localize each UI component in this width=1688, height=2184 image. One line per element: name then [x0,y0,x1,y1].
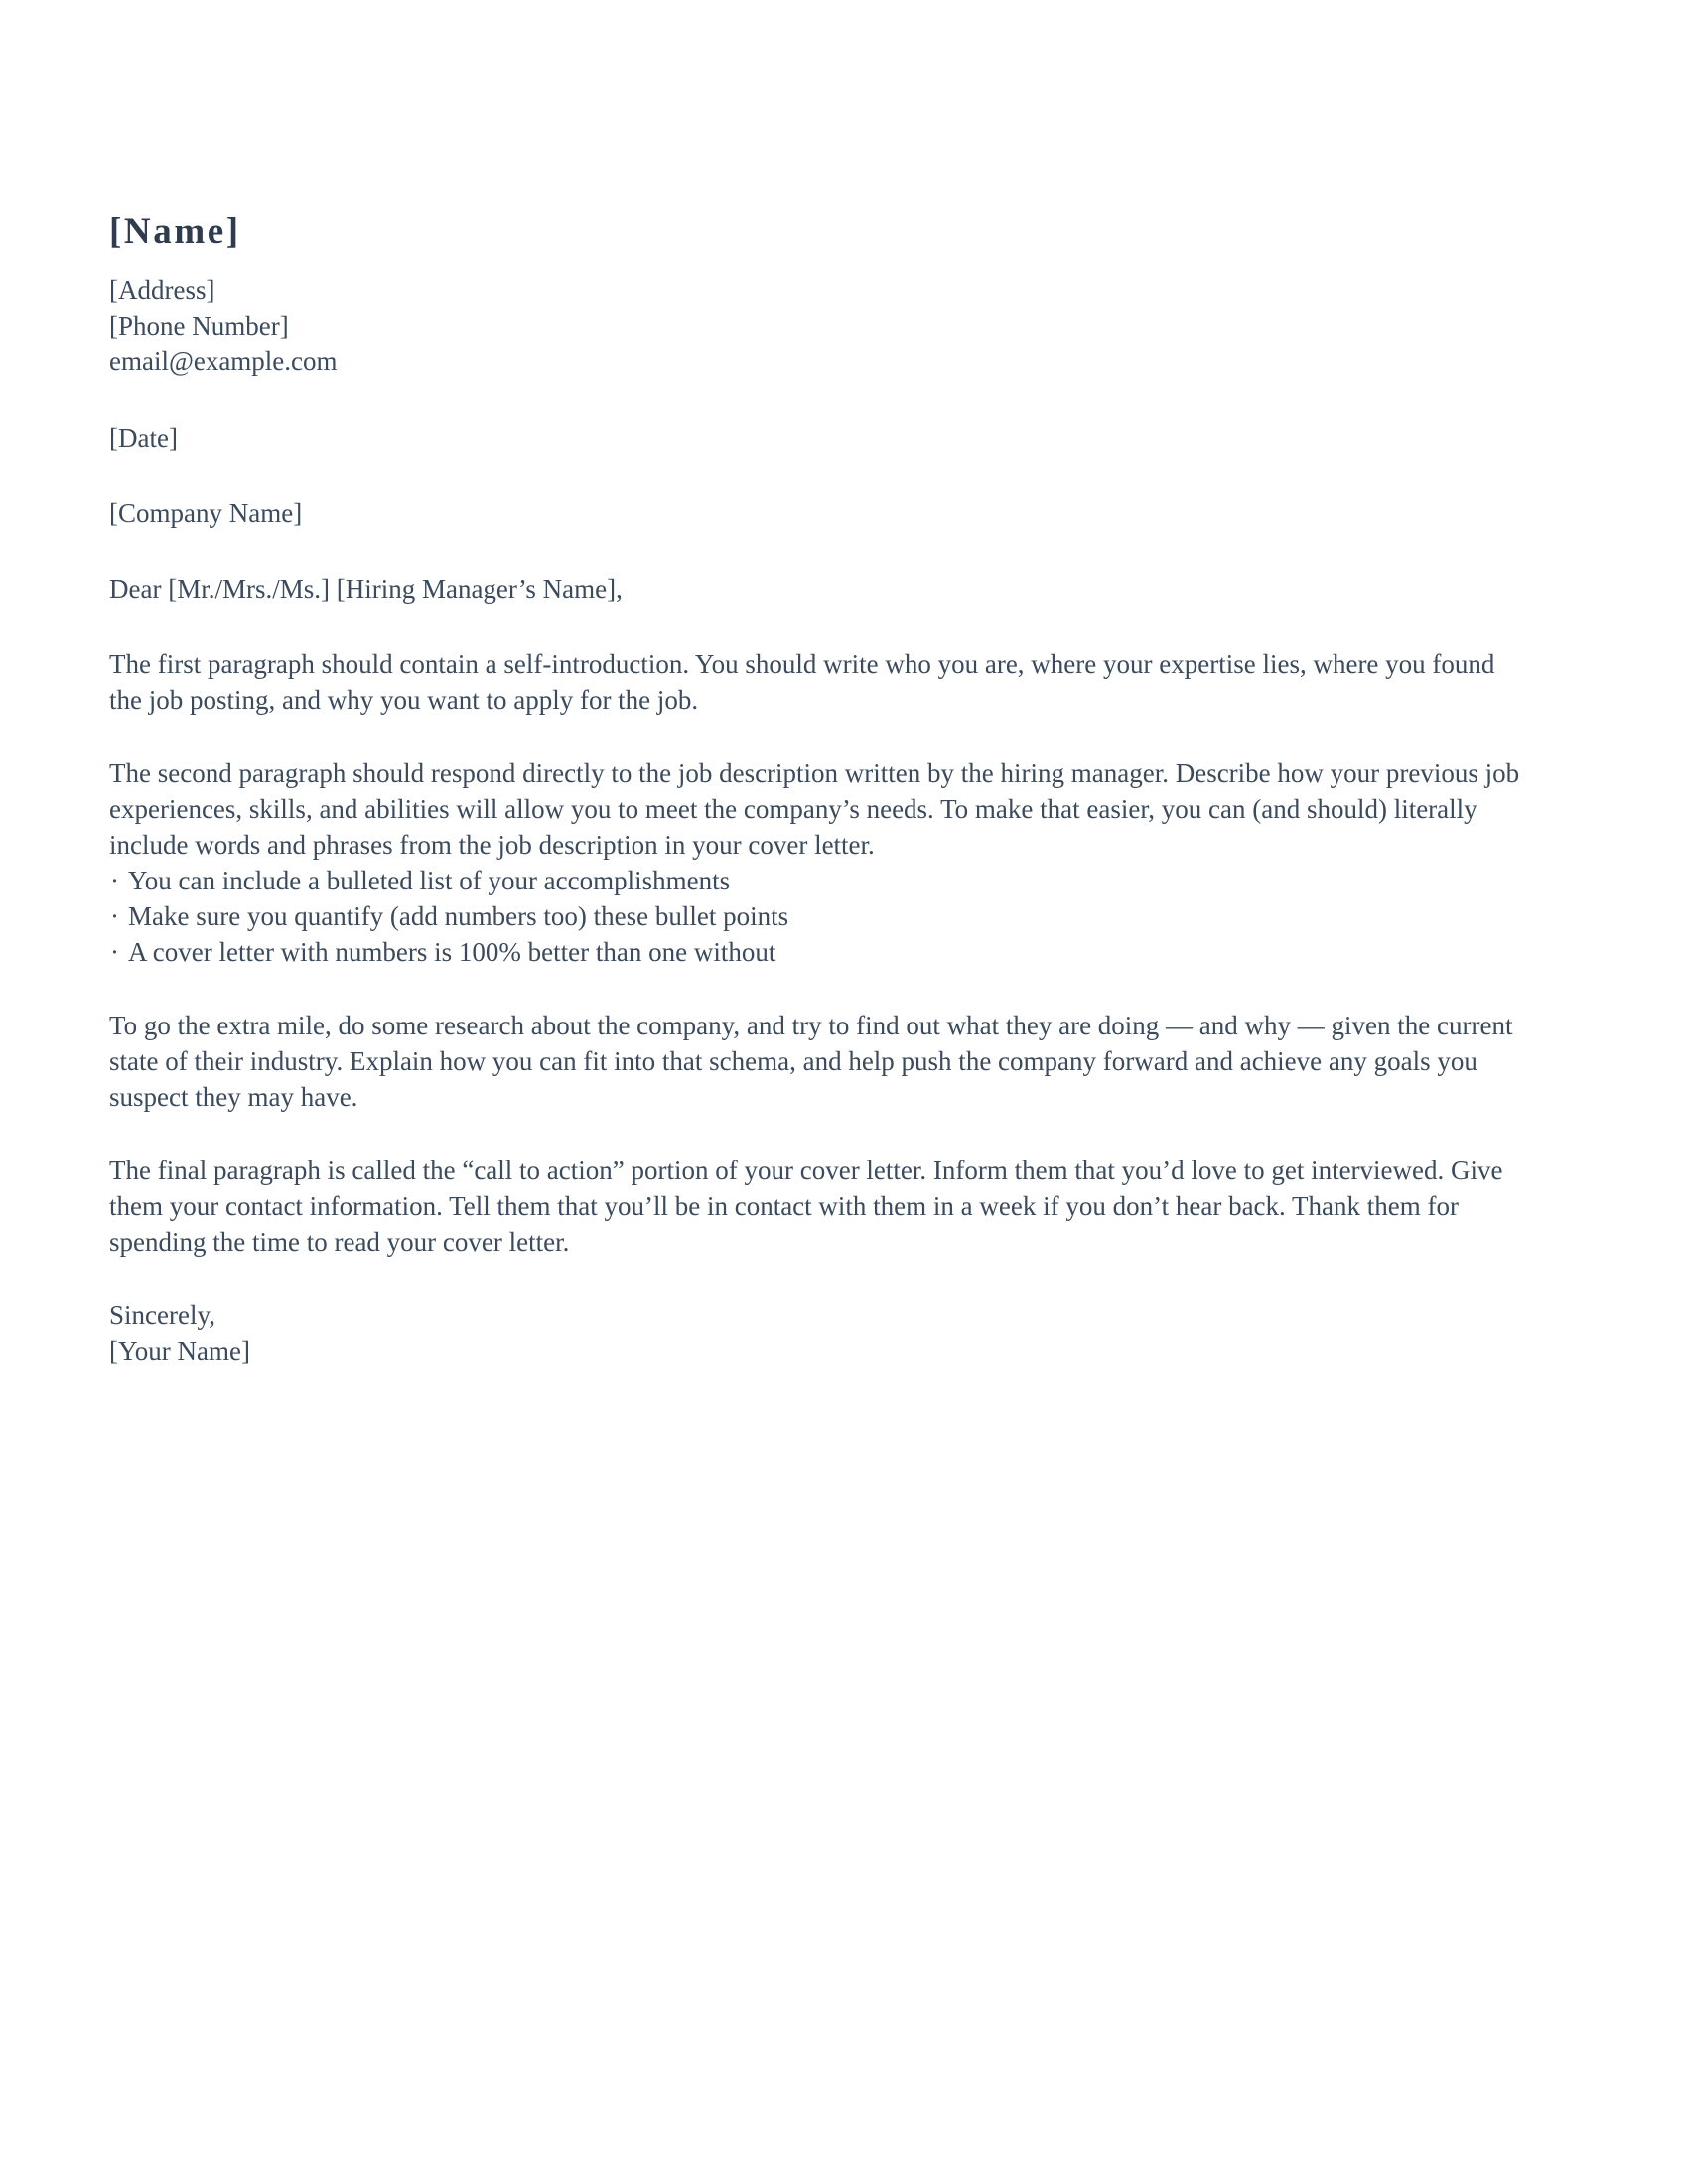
accomplishments-list [109,863,1534,970]
paragraph-job-description-response: The second paragraph should respond directly to the job description written by the hiring manager. Describe how your previous job experiences, skills, and abilities will allow you to meet the company’s needs. To make that easier, you can (and should) literally include words and phrases from the job description in your cover letter. [109,758,1520,860]
spacer [109,379,1534,420]
salutation: Dear [Mr./Mrs./Ms.] [Hiring Manager’s Name], [109,574,623,604]
contact-email: email@example.com [109,346,338,376]
spacer [109,1115,1534,1153]
paragraph-company-research: To go the extra mile, do some research about the company, and try to find out what they are doing — and why — given the current state of their industry. Explain how you can fit into that schema, and help push the company forward and achieve any goals you suspect they may have. [109,1011,1513,1112]
spacer [109,970,1534,1008]
closing-salutation: Sincerely, [109,1300,215,1330]
letter-date: [Date] [109,423,178,453]
list-item: · A cover letter with numbers is 100% better than one without [109,934,1534,970]
signature-name: [Your Name] [109,1336,250,1366]
spacer [109,718,1534,755]
company-name: [Company Name] [109,498,303,528]
closing-block [109,1297,1534,1369]
paragraph-call-to-action: The final paragraph is called the “call to action” portion of your cover letter. Inform them that you’d love to get interviewed. Give them your contact information. Tell them that you’ll be in contact with them in a week if you don’t hear back. Thank them for spending the time to read your cover letter. [109,1156,1503,1257]
page-title: [Name] [109,211,241,252]
list-item: · Make sure you quantify (add numbers too) these bullet points [109,898,1534,934]
paragraph-introduction: The first paragraph should contain a self-introduction. You should write who you are, where your expertise lies, where you found the job posting, and why you want to apply for the job. [109,649,1495,715]
list-item: · You can include a bulleted list of your accomplishments [109,863,1534,898]
spacer [109,531,1534,571]
spacer [109,456,1534,495]
spacer [109,1260,1534,1297]
contact-address: [Address] [109,275,215,305]
spacer [109,607,1534,646]
contact-block [109,272,1534,379]
cover-letter-body [109,213,1534,1369]
contact-phone: [Phone Number] [109,311,289,341]
